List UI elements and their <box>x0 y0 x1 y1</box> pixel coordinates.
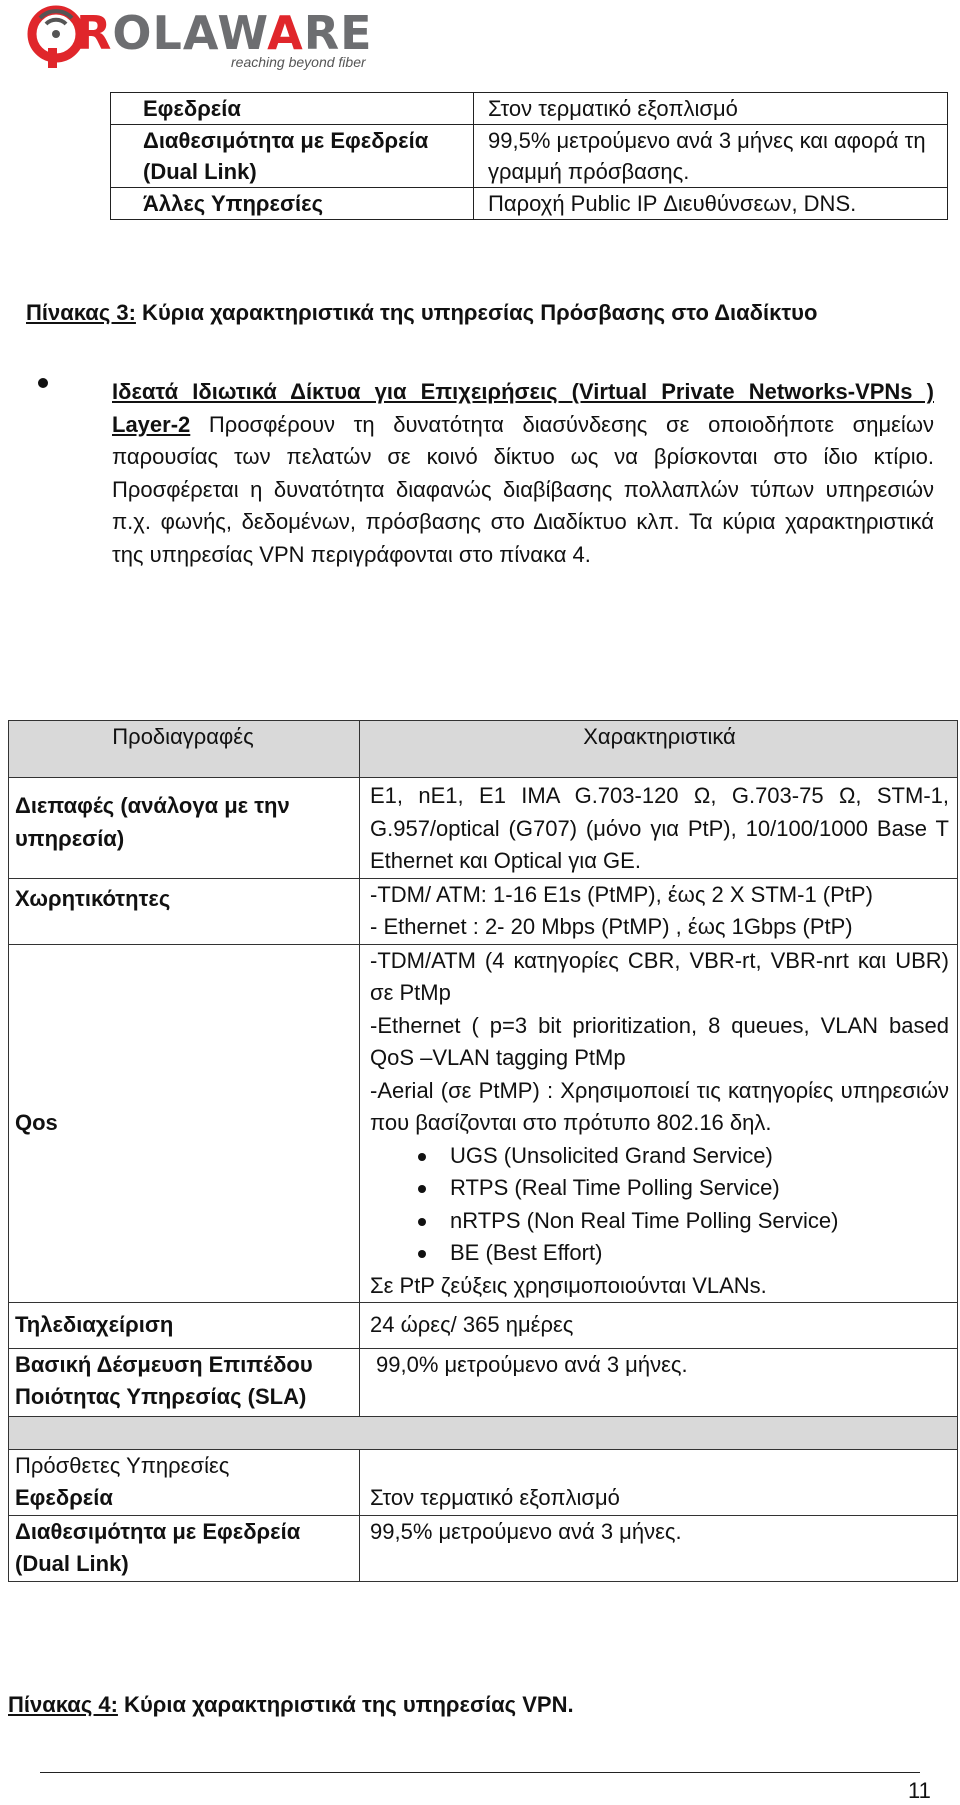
table-row <box>9 778 958 879</box>
table-row <box>111 93 948 125</box>
table-row <box>111 125 948 188</box>
extra-services-cell <box>9 1449 360 1515</box>
dual-link-label: Διαθεσιμότητα με Εφεδρεία (Dual Link) <box>9 1515 360 1581</box>
row-label: Άλλες Υπηρεσίες <box>111 188 474 220</box>
table-4-caption <box>8 1690 574 1720</box>
qos-value <box>360 944 958 1303</box>
table-row <box>9 1449 958 1515</box>
qos-aerial: -Aerial (σε PtMP) : Χρησιμοποιεί τις κατηγορίες υπηρεσιών που βασίζονται στο πρότυπο 802.16 δηλ. <box>370 1077 949 1135</box>
vpn-body: Προσφέρουν τη δυνατότητα διασύνδεσης σε οποιοδήποτε σημείων παρουσίας των πελατών σε κοινό δίκτυο ως να βρίσκονται στο ίδιο κτίριο. Προσφέρεται η δυνατότητα διαφανώς διαβίβασης πολλαπλών τύπων υπηρεσιών π.χ. φωνής, δεδομένων, πρόσβασης στο Διαδίκτυο κλπ. Τα κύρια χαρακτηριστικά της υπηρεσίας VPN περιγράφονται στο πίνακα 4. <box>112 411 934 567</box>
caption-text: Κύρια χαρακτηριστικά της υπηρεσίας Πρόσβασης στο Διαδίκτυο <box>135 300 818 325</box>
row-value: Παροχή Public IP Διευθύνσεων, DNS. <box>474 188 948 220</box>
management-value: 24 ώρες/ 365 ημέρες <box>360 1303 958 1349</box>
capacity-value <box>360 878 958 944</box>
row-value: Στον τερματικό εξοπλισμό <box>474 93 948 125</box>
backup-label: Εφεδρεία <box>15 1485 113 1510</box>
page-number: 11 <box>908 1778 931 1803</box>
table-header-row <box>9 721 958 778</box>
extra-services-label: Πρόσθετες Υπηρεσίες <box>15 1452 230 1478</box>
qos-label: Qos <box>9 944 360 1303</box>
access-service-table-continued <box>110 92 948 220</box>
capacity-label: Χωρητικότητες <box>9 878 360 944</box>
list-item: UGS (Unsolicited Grand Service) <box>450 1140 949 1173</box>
rolaware-logo <box>26 4 373 74</box>
bullet-icon <box>38 378 48 388</box>
row-label: Εφεδρεία <box>111 93 474 125</box>
table-row <box>9 1348 958 1416</box>
caption-prefix: Πίνακας 4: <box>8 1692 118 1717</box>
table-section-row <box>9 1416 958 1449</box>
qos-ethernet: -Ethernet ( p=3 bit prioritization, 8 queues, VLAN based QoS –VLAN tagging PtMp <box>370 1012 949 1070</box>
sla-label: Βασική Δέσμευση Επιπέδου Ποιότητας Υπηρεσίας (SLA) <box>9 1348 360 1416</box>
logo-tagline: reaching beyond fiber <box>231 54 366 70</box>
table-row <box>9 878 958 944</box>
caption-text: Κύρια χαρακτηριστικά της υπηρεσίας VPN. <box>117 1692 574 1717</box>
header-specs: Προδιαγραφές <box>9 721 360 778</box>
management-label: Τηλεδιαχείριση <box>9 1303 360 1349</box>
qos-category-list <box>370 1140 949 1270</box>
table-row <box>111 188 948 220</box>
row-value: 99,5% μετρούμενο ανά 3 μήνες και αφορά τη γραμμή πρόσβασης. <box>474 125 948 188</box>
table-row <box>9 1303 958 1349</box>
qos-footer: Σε PtP ζεύξεις χρησιμοποιούνται VLANs. <box>370 1272 767 1298</box>
interfaces-label: Διεπαφές (ανάλογα με την υπηρεσία) <box>9 778 360 879</box>
list-item: BE (Best Effort) <box>450 1237 949 1270</box>
table-row <box>9 944 958 1303</box>
vpn-heading: Ιδεατά Ιδιωτικά Δίκτυα για Επιχειρήσεις (Virtual Private Networks-VPNs ) Layer-2 <box>112 379 934 437</box>
footer-divider <box>40 1772 920 1773</box>
caption-prefix: Πίνακας 3: <box>26 300 136 325</box>
qos-tdm: -TDM/ATM (4 κατηγορίες CBR, VBR-rt, VBR-nrt και UBR) σε PtMp <box>370 947 949 1005</box>
section-spacer <box>9 1416 958 1449</box>
list-item: RTPS (Real Time Polling Service) <box>450 1172 949 1205</box>
vpn-specs-table <box>8 720 958 1582</box>
vpn-description <box>112 376 934 571</box>
backup-value: Στον τερματικό εξοπλισμό <box>360 1449 958 1515</box>
header-characteristics: Χαρακτηριστικά <box>360 721 958 778</box>
table-3-caption <box>26 298 817 328</box>
interfaces-value: E1, nE1, E1 IMA G.703-120 Ω, G.703-75 Ω, STM-1, G.957/optical (G707) (μόνο για PtP), 10/100/1000 Base T Ethernet και Optical για GE. <box>360 778 958 879</box>
sla-value: 99,0% μετρούμενο ανά 3 μήνες. <box>360 1348 958 1416</box>
capacity-line: - Ethernet : 2- 20 Mbps (PtMP) , έως 1Gbps (PtP) <box>370 914 853 939</box>
list-item: nRTPS (Non Real Time Polling Service) <box>450 1205 949 1238</box>
row-label: Διαθεσιμότητα με Εφεδρεία (Dual Link) <box>111 125 474 188</box>
capacity-line: -TDM/ ATM: 1-16 E1s (PtMP), έως 2 X STM-1 (PtP) <box>370 881 873 907</box>
logo-wordmark: ROLAWARE <box>76 6 373 60</box>
table-row <box>9 1515 958 1581</box>
dual-link-value: 99,5% μετρούμενο ανά 3 μήνες. <box>360 1515 958 1581</box>
